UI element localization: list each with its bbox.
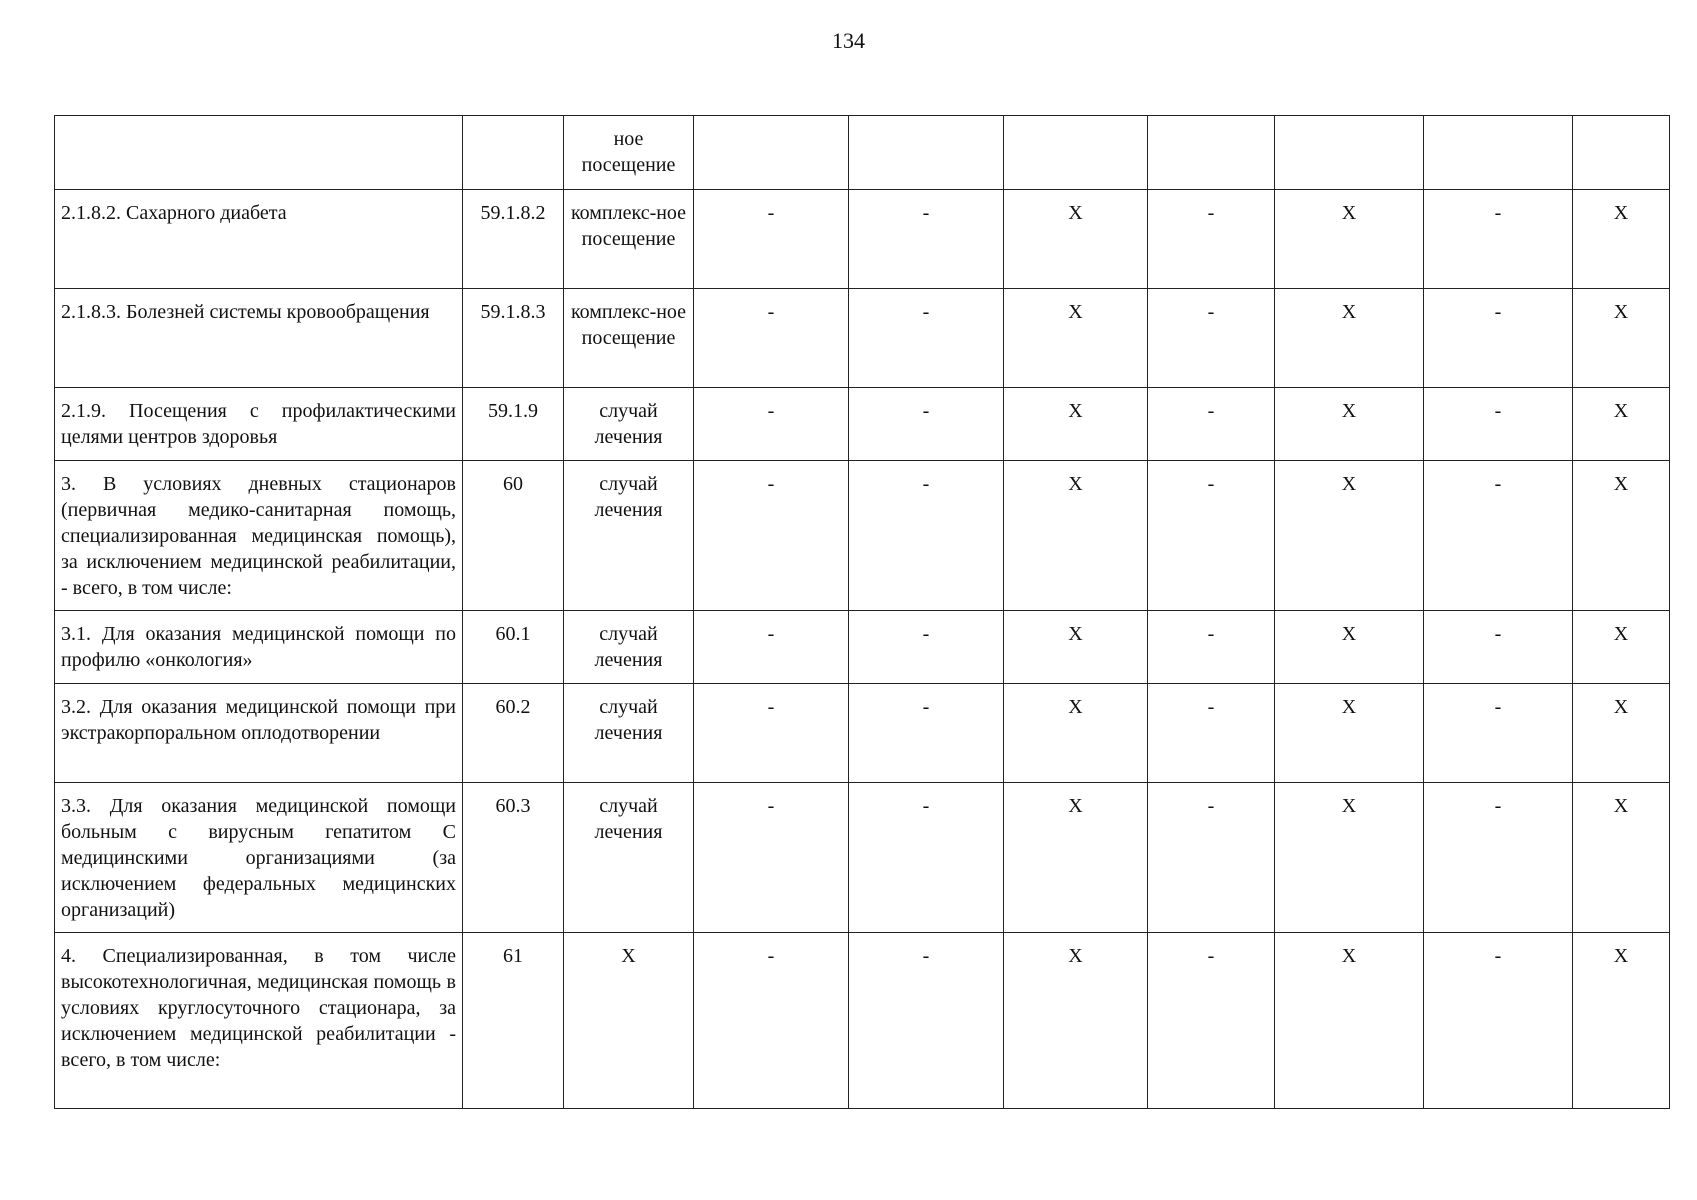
row-value-cell: X	[1004, 461, 1148, 611]
row-code-cell: 59.1.8.3	[463, 289, 564, 388]
row-code-cell: 60.2	[463, 684, 564, 783]
table-row	[55, 388, 1670, 461]
row-value-cell: X	[1275, 783, 1424, 933]
row-value-cell: X	[1573, 783, 1670, 933]
row-value-cell: X	[1004, 684, 1148, 783]
row-value-cell: X	[1573, 190, 1670, 289]
table-row	[55, 289, 1670, 388]
row-value-cell: X	[1275, 611, 1424, 684]
row-value-cell: X	[1275, 289, 1424, 388]
row-value-cell: -	[1424, 684, 1573, 783]
row-code-cell: 59.1.8.2	[463, 190, 564, 289]
row-value-cell	[1424, 116, 1573, 190]
row-value-cell: -	[694, 684, 849, 783]
row-unit-cell: случай лечения	[564, 388, 694, 461]
row-value-cell: -	[849, 461, 1004, 611]
row-code-cell: 60.3	[463, 783, 564, 933]
row-value-cell: -	[694, 289, 849, 388]
row-value-cell: X	[1573, 289, 1670, 388]
row-value-cell: X	[1573, 388, 1670, 461]
row-value-cell: -	[694, 190, 849, 289]
row-value-cell	[1004, 116, 1148, 190]
row-value-cell: -	[1424, 783, 1573, 933]
row-value-cell: X	[1275, 933, 1424, 1109]
row-value-cell: X	[1573, 611, 1670, 684]
row-value-cell: -	[1148, 289, 1275, 388]
row-code-cell: 59.1.9	[463, 388, 564, 461]
row-value-cell: X	[1573, 933, 1670, 1109]
row-value-cell	[1275, 116, 1424, 190]
row-value-cell: -	[849, 611, 1004, 684]
row-name-cell: 3.1. Для оказания медицинской помощи по профилю «онкология»	[55, 611, 463, 684]
row-code-cell	[463, 116, 564, 190]
row-value-cell: -	[694, 388, 849, 461]
row-unit-cell: случай лечения	[564, 611, 694, 684]
row-value-cell: -	[1148, 684, 1275, 783]
row-name-cell	[55, 116, 463, 190]
row-unit-cell: случай лечения	[564, 684, 694, 783]
row-value-cell: X	[1004, 611, 1148, 684]
row-name-cell: 3. В условиях дневных стационаров (первичная медико-санитарная помощь, специализированная медицинская помощь), за исключением медицинской реабилитации, - всего, в том числе:	[55, 461, 463, 611]
row-name-cell: 2.1.8.2. Сахарного диабета	[55, 190, 463, 289]
row-name-cell: 2.1.9. Посещения с профилактическими целями центров здоровья	[55, 388, 463, 461]
row-unit-cell: случай лечения	[564, 461, 694, 611]
row-unit-cell: случай лечения	[564, 783, 694, 933]
row-unit-cell: комплекс-ное посещение	[564, 289, 694, 388]
data-table	[54, 115, 1670, 1109]
row-value-cell: -	[1424, 611, 1573, 684]
row-value-cell: -	[849, 388, 1004, 461]
row-value-cell: X	[1004, 190, 1148, 289]
row-value-cell	[694, 116, 849, 190]
row-value-cell: -	[694, 783, 849, 933]
row-name-cell: 2.1.8.3. Болезней системы кровообращения	[55, 289, 463, 388]
row-value-cell: X	[1573, 684, 1670, 783]
row-value-cell: -	[1148, 190, 1275, 289]
row-unit-cell: ное посещение	[564, 116, 694, 190]
row-value-cell: -	[849, 289, 1004, 388]
row-value-cell: X	[1275, 388, 1424, 461]
row-value-cell: X	[1004, 783, 1148, 933]
row-value-cell	[1148, 116, 1275, 190]
row-code-cell: 60.1	[463, 611, 564, 684]
table-row	[55, 783, 1670, 933]
row-value-cell: -	[694, 933, 849, 1109]
row-value-cell: -	[1148, 461, 1275, 611]
row-value-cell: X	[1573, 461, 1670, 611]
row-code-cell: 61	[463, 933, 564, 1109]
row-value-cell: -	[1424, 289, 1573, 388]
table-row	[55, 461, 1670, 611]
row-value-cell: X	[1275, 461, 1424, 611]
row-value-cell: -	[1148, 388, 1275, 461]
table-row	[55, 684, 1670, 783]
row-value-cell: -	[1148, 611, 1275, 684]
table-row	[55, 116, 1670, 190]
row-name-cell: 3.3. Для оказания медицинской помощи больным с вирусным гепатитом С медицинскими организациями (за исключением федеральных медицинских организаций)	[55, 783, 463, 933]
table-row	[55, 190, 1670, 289]
row-name-cell: 3.2. Для оказания медицинской помощи при экстракорпоральном оплодотворении	[55, 684, 463, 783]
row-value-cell: X	[1004, 388, 1148, 461]
row-value-cell: -	[849, 933, 1004, 1109]
row-value-cell: -	[1148, 933, 1275, 1109]
row-value-cell: -	[1424, 461, 1573, 611]
row-value-cell: -	[1148, 783, 1275, 933]
row-code-cell: 60	[463, 461, 564, 611]
row-value-cell: -	[849, 783, 1004, 933]
row-value-cell: X	[1275, 190, 1424, 289]
row-value-cell: X	[1004, 933, 1148, 1109]
page-number: 134	[832, 28, 865, 53]
row-value-cell: X	[1275, 684, 1424, 783]
row-value-cell: -	[694, 461, 849, 611]
row-value-cell: -	[849, 684, 1004, 783]
row-value-cell: -	[1424, 933, 1573, 1109]
row-name-cell: 4. Специализированная, в том числе высокотехнологичная, медицинская помощь в условиях круглосуточного стационара, за исключением медицинской реабилитации - всего, в том числе:	[55, 933, 463, 1109]
row-value-cell: -	[849, 190, 1004, 289]
row-value-cell: -	[694, 611, 849, 684]
row-value-cell: -	[1424, 190, 1573, 289]
row-value-cell: X	[1004, 289, 1148, 388]
row-value-cell	[1573, 116, 1670, 190]
row-value-cell	[849, 116, 1004, 190]
row-unit-cell: комплекс-ное посещение	[564, 190, 694, 289]
row-value-cell: -	[1424, 388, 1573, 461]
row-unit-cell: X	[564, 933, 694, 1109]
table-row	[55, 611, 1670, 684]
table-row	[55, 933, 1670, 1109]
